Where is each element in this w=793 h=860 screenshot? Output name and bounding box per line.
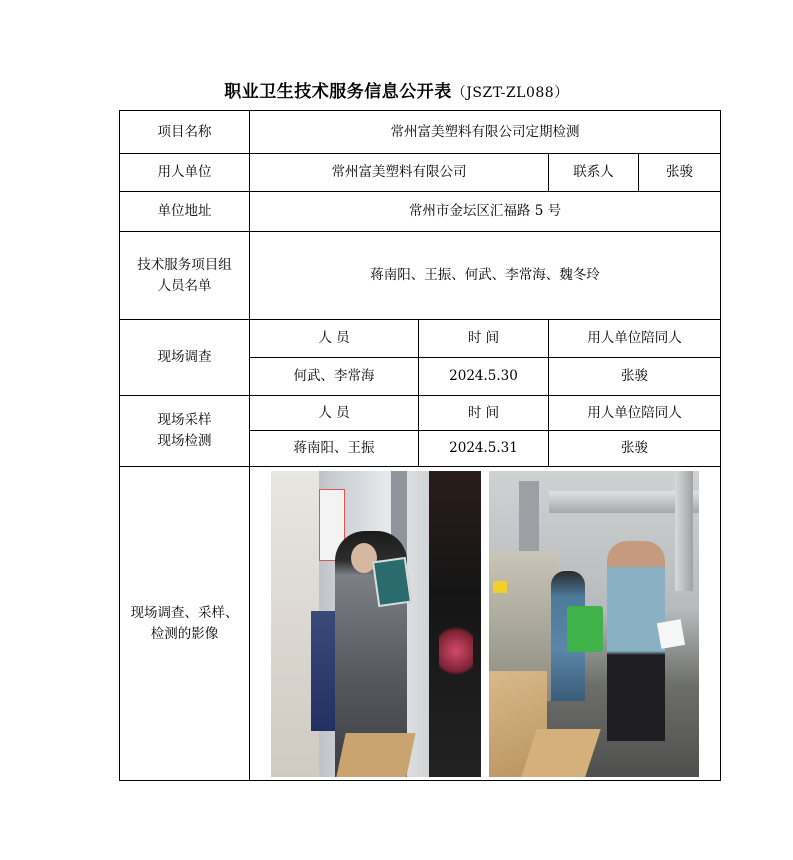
sampling-header-time: 时 间 bbox=[419, 396, 549, 431]
row-images bbox=[120, 467, 721, 781]
team-label-line2: 人员名单 bbox=[157, 277, 212, 294]
row-team bbox=[120, 232, 721, 320]
row-sampling-header bbox=[120, 396, 721, 431]
sampling-personnel: 蒋南阳、王振 bbox=[250, 431, 419, 467]
survey-escort: 张骏 bbox=[549, 358, 721, 396]
sampling-header-escort: 用人单位陪同人 bbox=[549, 396, 721, 431]
survey-time: 2024.5.30 bbox=[419, 358, 549, 396]
address-label: 单位地址 bbox=[120, 192, 250, 232]
form-code: （JSZT-ZL088） bbox=[451, 85, 569, 101]
project-value: 常州富美塑料有限公司定期检测 bbox=[250, 111, 721, 154]
row-employer bbox=[120, 154, 721, 192]
images-cell bbox=[250, 467, 721, 781]
sampling-label-line2: 现场检测 bbox=[157, 433, 212, 449]
title-text: 职业卫生技术服务信息公开表 bbox=[224, 82, 452, 102]
site-photo-sampling bbox=[271, 471, 481, 777]
employer-value: 常州富美塑料有限公司 bbox=[250, 154, 549, 192]
employer-label: 用人单位 bbox=[120, 154, 250, 192]
sampling-label-line1: 现场采样 bbox=[157, 412, 212, 429]
survey-header-escort: 用人单位陪同人 bbox=[549, 320, 721, 358]
info-table bbox=[119, 110, 721, 781]
team-value: 蒋南阳、王振、何武、李常海、魏冬玲 bbox=[250, 232, 721, 320]
project-label: 项目名称 bbox=[120, 111, 250, 154]
images-label-line1: 现场调查、采样、 bbox=[130, 604, 239, 621]
images-label bbox=[120, 467, 250, 781]
row-project bbox=[120, 111, 721, 154]
contact-label: 联系人 bbox=[549, 154, 639, 192]
survey-header-personnel: 人 员 bbox=[250, 320, 419, 358]
page-title bbox=[0, 77, 793, 102]
team-label bbox=[120, 232, 250, 320]
images-label-line2: 检测的影像 bbox=[150, 625, 219, 642]
site-photo-workshop bbox=[489, 471, 699, 777]
survey-header-time: 时 间 bbox=[419, 320, 549, 358]
team-label-line1: 技术服务项目组 bbox=[137, 256, 232, 273]
sampling-header-personnel: 人 员 bbox=[250, 396, 419, 431]
row-survey-header bbox=[120, 320, 721, 358]
address-value: 常州市金坛区汇福路 5 号 bbox=[250, 192, 721, 232]
survey-label: 现场调查 bbox=[120, 320, 250, 396]
sampling-label bbox=[120, 396, 250, 467]
photo-gallery bbox=[250, 469, 720, 779]
sampling-escort: 张骏 bbox=[549, 431, 721, 467]
sampling-time: 2024.5.31 bbox=[419, 431, 549, 467]
row-address bbox=[120, 192, 721, 232]
contact-value: 张骏 bbox=[639, 154, 721, 192]
survey-personnel: 何武、李常海 bbox=[250, 358, 419, 396]
